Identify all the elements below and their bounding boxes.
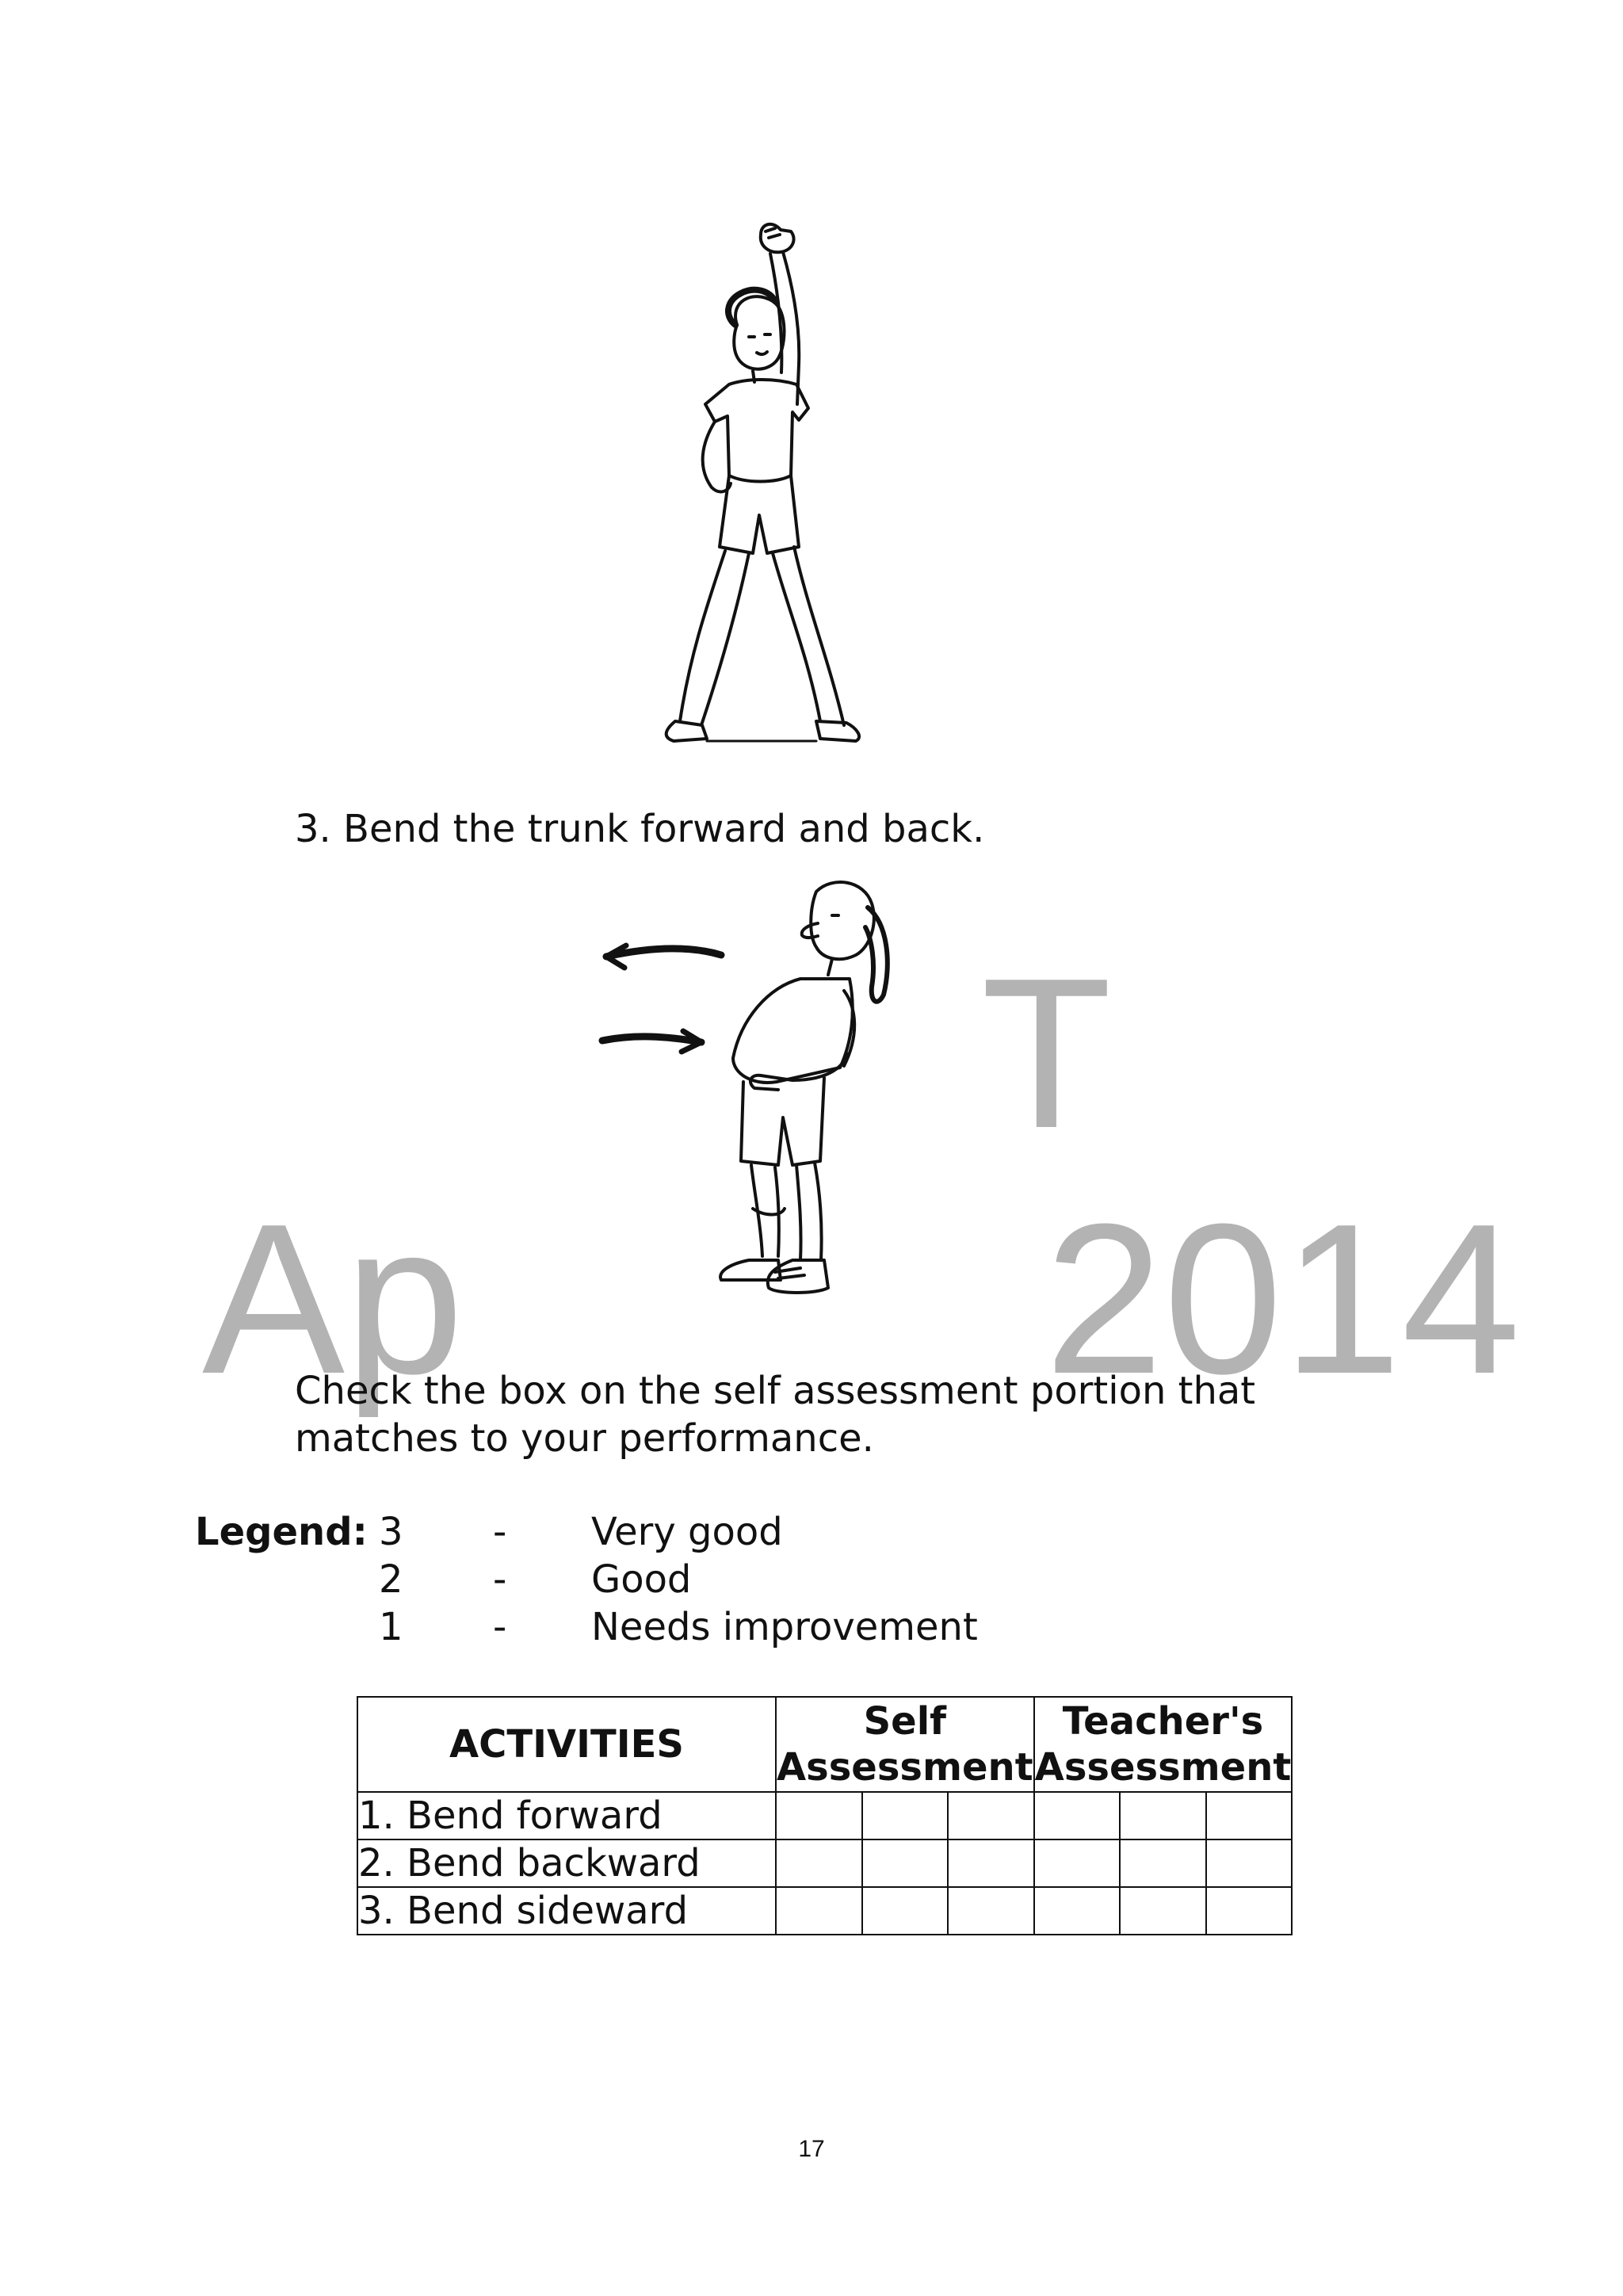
teacher-score-3-checkbox[interactable] [1034,1839,1121,1887]
teacher-score-3-checkbox[interactable] [1034,1792,1121,1839]
legend-dash: - [493,1510,507,1554]
step-3-text: 3. Bend the trunk forward and back. [295,807,985,851]
header-teacher-line2: Assessment [1034,1745,1292,1790]
activity-label: 2. Bend backward [357,1839,776,1887]
self-score-1-checkbox[interactable] [948,1792,1034,1839]
self-score-3-checkbox[interactable] [776,1887,862,1935]
teacher-score-1-checkbox[interactable] [1206,1839,1293,1887]
self-score-2-checkbox[interactable] [862,1792,949,1839]
teacher-score-2-checkbox[interactable] [1120,1887,1206,1935]
self-score-2-checkbox[interactable] [862,1839,949,1887]
legend-description: Very good [591,1510,783,1554]
self-score-1-checkbox[interactable] [948,1887,1034,1935]
teacher-score-2-checkbox[interactable] [1120,1792,1206,1839]
activity-label: 3. Bend sideward [357,1887,776,1935]
table-row [357,1887,1292,1935]
legend-dash: - [493,1605,507,1649]
table-header-row [357,1697,1292,1792]
teacher-score-1-checkbox[interactable] [1206,1792,1293,1839]
legend-dash: - [493,1557,507,1602]
teacher-score-2-checkbox[interactable] [1120,1839,1206,1887]
trunk-bend-illustration [571,860,943,1335]
legend-description: Good [591,1557,692,1602]
page-number: 17 [798,2136,825,2162]
self-score-2-checkbox[interactable] [862,1887,949,1935]
header-teacher-assessment [1034,1697,1293,1792]
girl-side-stretch-icon [618,214,1006,785]
legend-row [195,1557,1146,1605]
legend-title: Legend: [195,1510,368,1554]
legend-number: 1 [379,1605,403,1649]
legend-row [195,1605,1146,1652]
watermark-left: Ap [202,1180,464,1419]
assessment-table [357,1696,1293,1935]
legend-description: Needs improvement [591,1605,978,1649]
header-self-line1: Self [863,1699,947,1744]
header-activities: ACTIVITIES [357,1697,776,1792]
header-self-line2: Assessment [777,1745,1033,1790]
legend-number: 2 [379,1557,403,1602]
teacher-score-1-checkbox[interactable] [1206,1887,1293,1935]
table-row [357,1839,1292,1887]
teacher-score-3-checkbox[interactable] [1034,1887,1121,1935]
girl-trunk-bend-icon [571,860,943,1335]
self-score-3-checkbox[interactable] [776,1839,862,1887]
activity-label: 1. Bend forward [357,1792,776,1839]
table-row [357,1792,1292,1839]
legend-row [195,1510,1146,1557]
instruction-text: Check the box on the self assessment portion that matches to your performance. [295,1369,1256,1461]
watermark-top: T [981,934,1112,1173]
side-stretch-illustration [618,214,1006,785]
legend-number: 3 [379,1510,403,1554]
watermark-right: 2014 [1044,1180,1521,1419]
header-teacher-line1: Teacher's [1062,1699,1264,1744]
header-self-assessment [776,1697,1034,1792]
self-score-3-checkbox[interactable] [776,1792,862,1839]
self-score-1-checkbox[interactable] [948,1839,1034,1887]
